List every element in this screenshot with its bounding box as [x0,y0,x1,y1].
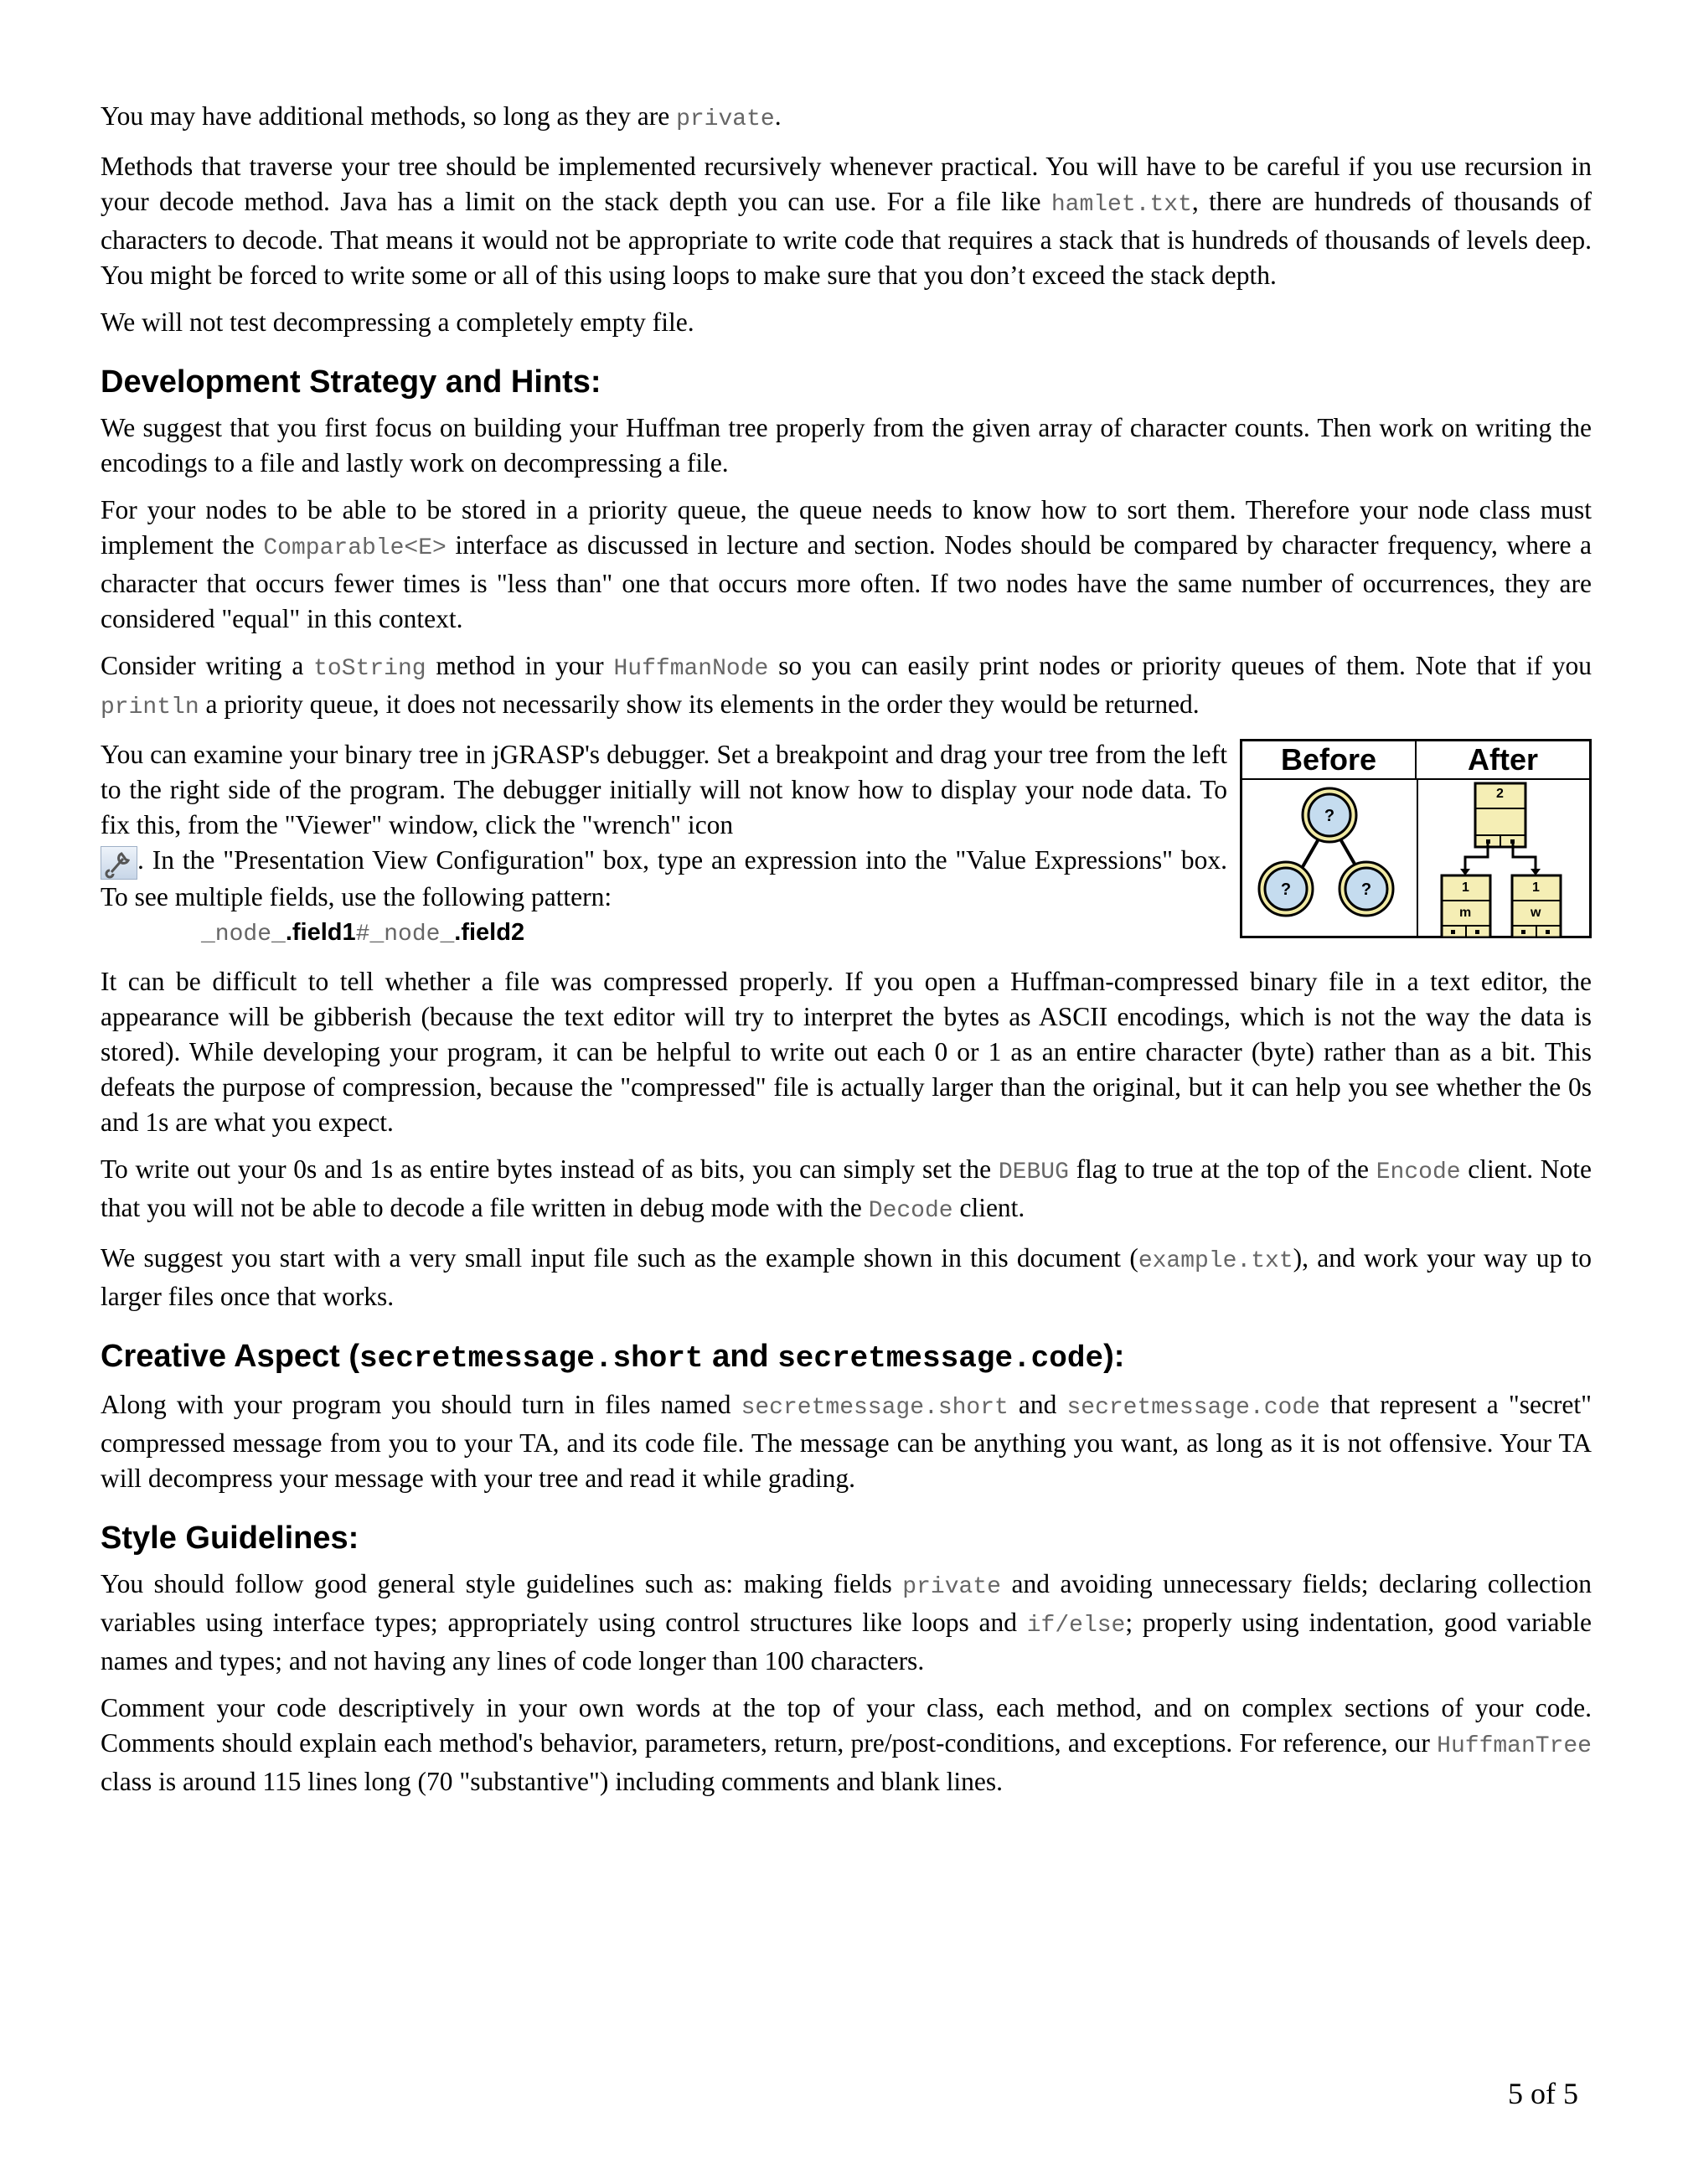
debugger-section [101,737,1592,953]
section-heading-development: Development Strategy and Hints: [101,364,601,400]
after-tree-diagram [1418,780,1593,937]
paragraph: You may have additional methods, so long as they are private. [101,101,782,132]
paragraph: Along with your program you should turn in files named secretmessage.short and secretmessage.code that represent a "secret" compressed message from you to your TA, and its code file. The message can be anything you want, as long as it is not offensive. Your TA will decompress your message with your tree and read it while grading. [101,1389,1593,1493]
paragraph: It can be difficult to tell whether a file was compressed properly. If you open a Huffman-compressed binary file in a text editor, the appearance will be gibberish (because the text editor will try to interpret the bytes as ASCII encodings, which is not the way the data is stored). While developing your program, it can be helpful to write out each 0 or 1 as an entire character (byte) rather than as a bit. This defeats the purpose of compression, because the "compressed" file is actually larger than the original, but it can help you see whether the 0s and 1s are what you expect. [101,966,1592,1137]
paragraph: Consider writing a toString method in your HuffmanNode so you can easily print nodes or priority queues of them. Note that if you println a priority queue, it does not necessarily show its elements in the order they would be returned. [101,651,1593,720]
paragraph: To write out your 0s and 1s as entire bytes instead of as bits, you can simply set the DEBUG flag to true at the top of the Encode client. Note that you will not be able to decode a file written in debug mode with the Decode client. [101,1154,1593,1224]
svg-text:?: ? [1280,880,1292,899]
before-after-figure [1240,739,1592,938]
paragraph: You can examine your binary tree in jGRASP's debugger. Set a breakpoint and drag your tree from the left to the right side of the program. The debugger initially will not know how to display your node data. To fix this, from the "Viewer" window, click the "wrench" icon . In the "Presentation View Configuration" box, type an expression into the "Value Expressions" box. To see multiple fields, use the following pattern: [101,740,1227,911]
paragraph: For your nodes to be able to be stored in a priority queue, the queue needs to know how to sort them. Therefore your node class must implement the Comparable<E> interface as discussed in lecture and section. Nodes should be compared by character frequency, where a character that occurs fewer times is "less than" one that occurs more often. If two nodes have the same number of occurrences, they are considered "equal" in this context. [101,495,1592,633]
document-page [101,99,1592,1799]
paragraph: We will not test decompressing a completely empty file. [101,307,694,337]
left-leaf-char: m [1459,906,1472,920]
paragraph: We suggest that you first focus on building your Huffman tree properly from the given array of character counts. Then work on writing the encodings to a file and lastly work on decompressing a file. [101,413,1592,478]
before-tree-diagram [1242,780,1418,937]
svg-text:?: ? [1324,807,1335,825]
after-label: After [1467,742,1538,777]
before-label: Before [1242,741,1417,778]
paragraph: We suggest you start with a very small input file such as the example shown in this document (example.txt), and work your way up to larger files once that works. [101,1242,1592,1311]
page-number: 5 of 5 [1508,2077,1578,2110]
paragraph: Comment your code descriptively in your own words at the top of your class, each method, and on complex sections of your code. Comments should explain each method's behavior, parameters, return, pre/post-conditions, and exceptions. For reference, our HuffmanTree class is around 115 lines long (70 "substantive") including comments and blank lines. [101,1692,1592,1796]
section-heading-creative: Creative Aspect (secretmessage.short and secretmessage.code): [101,1338,1125,1376]
right-leaf-count: 1 [1532,880,1540,895]
right-leaf-char: w [1531,906,1541,920]
root-count: 2 [1496,787,1504,801]
wrench-icon [101,846,137,880]
paragraph: You should follow good general style guidelines such as: making fields private and avoiding unnecessary fields; declaring collection variables using interface types; appropriately using control structures like loops and if/else; properly using indentation, good variable names and types; and not having any lines of code longer than 100 characters. [101,1568,1592,1675]
left-leaf-count: 1 [1462,880,1469,895]
value-expression-pattern: _node_.field1#_node_.field2 [201,918,525,947]
section-heading-style: Style Guidelines: [101,1520,359,1556]
svg-text:?: ? [1360,880,1372,899]
paragraph: Methods that traverse your tree should be implemented recursively whenever practical. You will have to be careful if you use recursion in your decode method. Java has a limit on the stack depth you can use. For a file like hamlet.txt, there are hundreds of thousands of characters to decode. That means it would not be appropriate to write code that requires a stack that is hundreds of thousands of levels deep. You might be forced to write some or all of this using loops to make sure that you don’t exceed the stack depth. [101,152,1592,290]
